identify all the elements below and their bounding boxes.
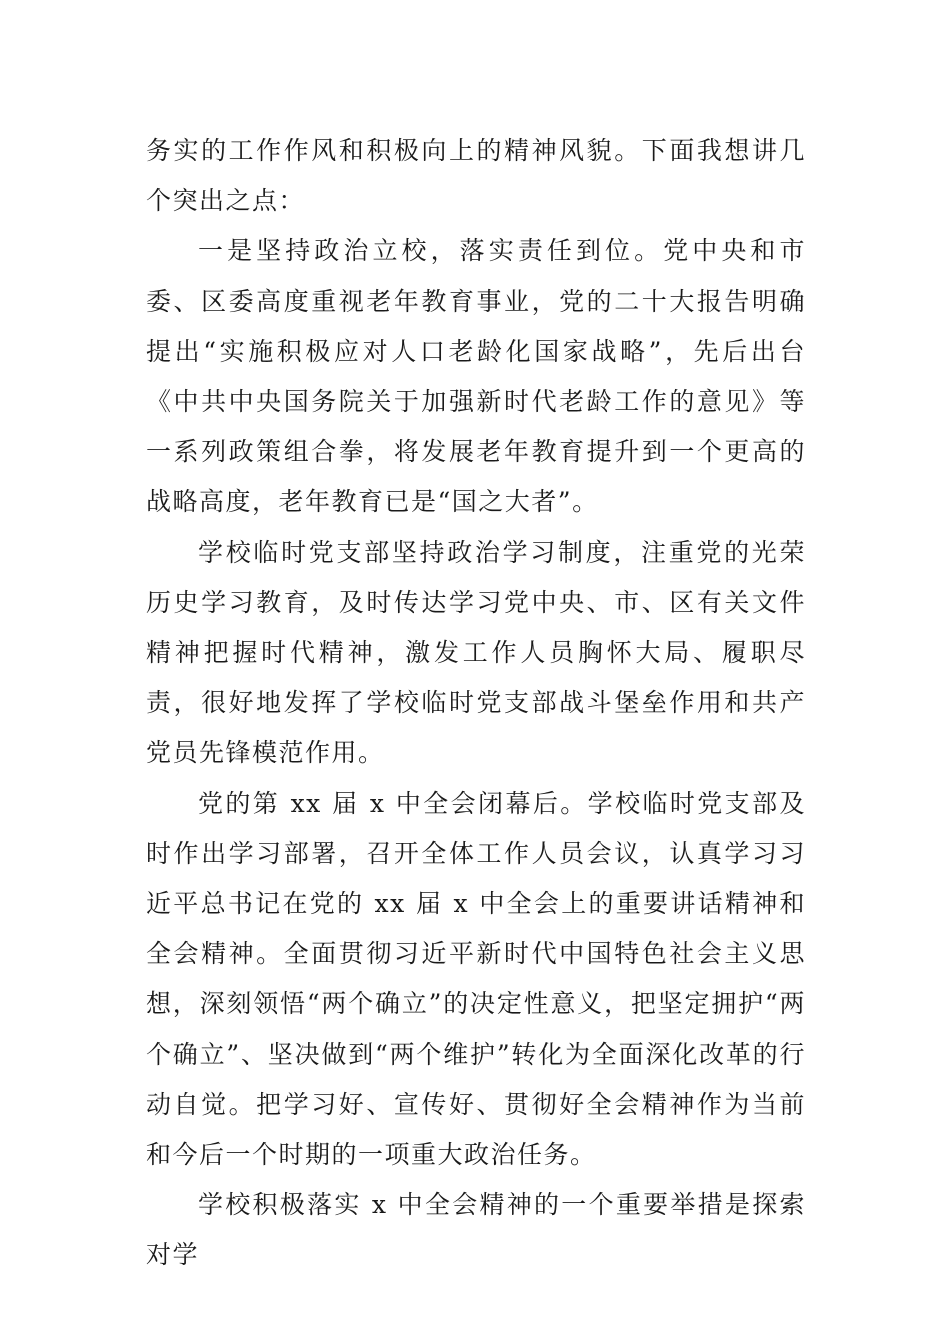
paragraph-5: 学校积极落实 x 中全会精神的一个重要举措是探索对学 — [146, 1190, 806, 1270]
paragraph-3: 学校临时党支部坚持政治学习制度，注重党的光荣历史学习教育，及时传达学习党中央、市、区有关文件精神把握时代精神，激发工作人员胸怀大局、履职尽责，很好地发挥了学校临时党支部战斗堡垒作用和共产党员先锋模范作用。 — [146, 537, 806, 768]
paragraph-4: 党的第 xx 届 x 中全会闭幕后。学校临时党支部及时作出学习部署，召开全体工作人员会议，认真学习习近平总书记在党的 xx 届 x 中全会上的重要讲话精神和全会精神。全面贯彻习近平新时代中国特色社会主义思想，深刻领悟“两个确立”的决定性意义，把坚定拥护“两个确立”、坚决做到“两个维护”转化为全面深化改革的行动自觉。把学习好、宣传好、贯彻好全会精神作为当前和今后一个时期的一项重大政治任务。 — [146, 788, 806, 1170]
paragraph-1: 务实的工作作风和积极向上的精神风貌。下面我想讲几个突出之点： — [146, 136, 806, 216]
paragraph-2: 一是坚持政治立校，落实责任到位。党中央和市委、区委高度重视老年教育事业，党的二十大报告明确提出“实施积极应对人口老龄化国家战略”，先后出台《中共中央国务院关于加强新时代老龄工作的意见》等一系列政策组合拳，将发展老年教育提升到一个更高的战略高度，老年教育已是“国之大者”。 — [146, 236, 806, 517]
document-body — [146, 126, 806, 1281]
